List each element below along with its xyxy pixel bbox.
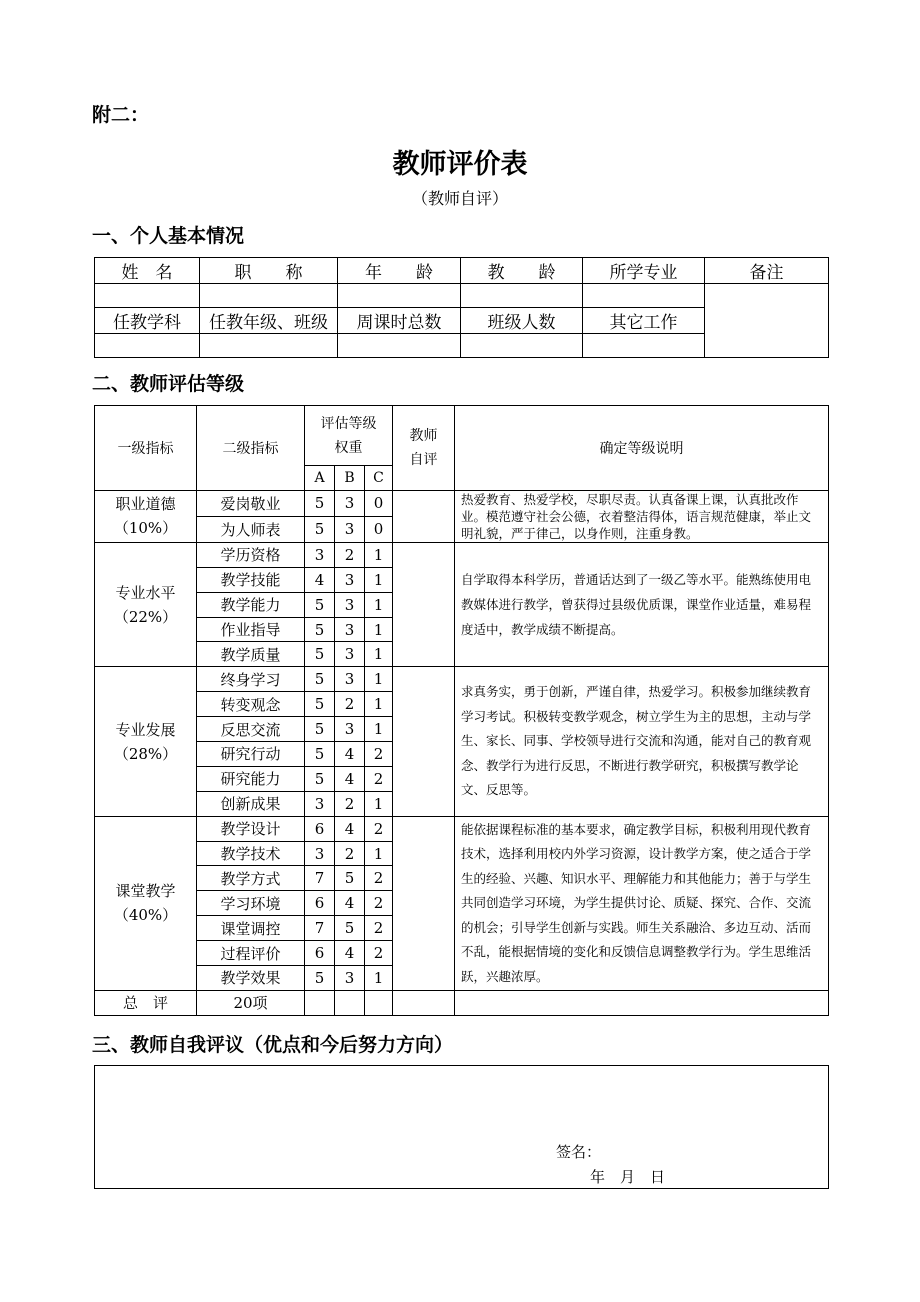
weight-b: 5 xyxy=(335,916,365,941)
item-name: 终身学习 xyxy=(197,667,305,692)
weight-a: 5 xyxy=(305,692,335,717)
weight-b: 3 xyxy=(335,490,365,516)
weight-c: 1 xyxy=(365,592,393,617)
header-teaching-years: 教 龄 xyxy=(461,258,583,284)
group-professional-development xyxy=(95,667,197,816)
weight-a: 5 xyxy=(305,766,335,791)
group-description: 自学取得本科学历，普通话达到了一级乙等水平。能熟练使用电教媒体进行教学，曾获得过县级优质课，课堂作业适量，难易程度适中，教学成绩不断提高。 xyxy=(455,542,829,666)
header-self-line2: 自评 xyxy=(409,451,438,468)
group-description: 热爱教育、热爱学校，尽职尽责。认真备课上课，认真批改作业。模范遵守社会公德，衣着整洁得体，语言规范健康，举止文明礼貌，严于律己，以身作则，注重身教。 xyxy=(455,490,829,542)
header-grade-class: 任教年级、班级 xyxy=(200,308,338,334)
item-name: 教学设计 xyxy=(197,816,305,841)
weight-b: 2 xyxy=(335,542,365,567)
weight-c: 1 xyxy=(365,791,393,816)
weight-a: 5 xyxy=(305,617,335,642)
total-c-field[interactable] xyxy=(365,990,393,1015)
header-class-size: 班级人数 xyxy=(461,308,583,334)
header-grade-b: B xyxy=(335,466,365,491)
group-name: 专业发展 xyxy=(115,720,176,739)
weight-b: 2 xyxy=(335,791,365,816)
header-level2: 二级指标 xyxy=(197,406,305,491)
item-name: 转变观念 xyxy=(197,692,305,717)
weight-a: 5 xyxy=(305,592,335,617)
weight-b: 3 xyxy=(335,717,365,742)
group-description: 能依据课程标准的基本要求，确定教学目标，积极利用现代教育技术，选择利用校内外学习资源，设计教学方案，使之适合于学生的经验、兴趣、知识水平、理解能力和其他能力；善于与学生共同创造学习环境，为学生提供讨论、质疑、探究、合作、交流的机会；引导学生创新与实践。师生关系融洽、多边互动、活而不乱，能根据情境的变化和反馈信息调整教学行为。学生思维活跃，兴趣浓厚。 xyxy=(455,816,829,990)
weight-b: 5 xyxy=(335,866,365,891)
weight-c: 2 xyxy=(365,941,393,966)
signature-label: 签名： xyxy=(556,1143,602,1161)
weekly-hours-field[interactable] xyxy=(338,334,461,358)
weight-b: 4 xyxy=(335,766,365,791)
header-major: 所学专业 xyxy=(583,258,705,284)
weight-b: 4 xyxy=(335,742,365,767)
group-weight-pct: （22%） xyxy=(113,607,178,626)
item-name: 教学质量 xyxy=(197,642,305,667)
weight-a: 6 xyxy=(305,891,335,916)
other-work-field[interactable] xyxy=(583,334,705,358)
group-name: 职业道德 xyxy=(115,495,176,514)
weight-a: 5 xyxy=(305,667,335,692)
weight-b: 3 xyxy=(335,516,365,542)
weight-c: 1 xyxy=(365,841,393,866)
evaluation-table xyxy=(94,405,829,1016)
group-weight-pct: （28%） xyxy=(113,744,178,763)
group-name: 课堂教学 xyxy=(115,882,176,901)
weight-b: 4 xyxy=(335,891,365,916)
header-name: 姓 名 xyxy=(95,258,200,284)
major-field[interactable] xyxy=(583,284,705,308)
weight-b: 4 xyxy=(335,816,365,841)
self-eval-field[interactable] xyxy=(393,667,455,816)
item-name: 教学技能 xyxy=(197,567,305,592)
grade-class-field[interactable] xyxy=(200,334,338,358)
item-name: 研究能力 xyxy=(197,766,305,791)
header-age: 年 龄 xyxy=(338,258,461,284)
weight-c: 2 xyxy=(365,816,393,841)
header-title: 职 称 xyxy=(200,258,338,284)
weight-a: 7 xyxy=(305,866,335,891)
subject-field[interactable] xyxy=(95,334,200,358)
header-weight-line1: 评估等级 xyxy=(320,415,377,432)
weight-a: 5 xyxy=(305,742,335,767)
weight-a: 3 xyxy=(305,542,335,567)
weight-c: 1 xyxy=(365,966,393,991)
item-name: 研究行动 xyxy=(197,742,305,767)
header-weekly-hours: 周课时总数 xyxy=(338,308,461,334)
weight-b: 3 xyxy=(335,667,365,692)
item-name: 为人师表 xyxy=(197,516,305,542)
header-self-eval xyxy=(393,406,455,491)
weight-b: 4 xyxy=(335,941,365,966)
total-b-field[interactable] xyxy=(335,990,365,1015)
weight-a: 4 xyxy=(305,567,335,592)
header-other-work: 其它工作 xyxy=(583,308,705,334)
header-remarks: 备注 xyxy=(705,258,829,284)
weight-c: 1 xyxy=(365,542,393,567)
weight-a: 5 xyxy=(305,490,335,516)
item-name: 学历资格 xyxy=(197,542,305,567)
total-items: 20项 xyxy=(197,990,305,1015)
section1-heading: 一、个人基本情况 xyxy=(92,225,245,247)
name-field[interactable] xyxy=(95,284,200,308)
section2-heading: 二、教师评估等级 xyxy=(92,373,245,395)
weight-b: 3 xyxy=(335,966,365,991)
weight-c: 2 xyxy=(365,891,393,916)
group-classroom-teaching xyxy=(95,816,197,990)
item-name: 作业指导 xyxy=(197,617,305,642)
section3-heading: 三、教师自我评议（优点和今后努力方向） xyxy=(92,1034,454,1056)
header-weight-line2: 权重 xyxy=(334,439,363,456)
weight-a: 5 xyxy=(305,516,335,542)
weight-b: 3 xyxy=(335,617,365,642)
weight-c: 1 xyxy=(365,667,393,692)
weight-c: 1 xyxy=(365,642,393,667)
item-name: 创新成果 xyxy=(197,791,305,816)
class-size-field[interactable] xyxy=(461,334,583,358)
total-description-field[interactable] xyxy=(455,990,829,1015)
self-review-box[interactable] xyxy=(94,1065,829,1189)
header-self-line1: 教师 xyxy=(409,427,438,444)
weight-c: 1 xyxy=(365,717,393,742)
header-subject: 任教学科 xyxy=(95,308,200,334)
header-description: 确定等级说明 xyxy=(455,406,829,491)
weight-c: 1 xyxy=(365,567,393,592)
self-eval-field[interactable] xyxy=(393,816,455,990)
item-name: 课堂调控 xyxy=(197,916,305,941)
group-name: 专业水平 xyxy=(115,583,176,602)
basic-info-table xyxy=(94,257,829,358)
weight-b: 3 xyxy=(335,567,365,592)
group-weight-pct: （10%） xyxy=(113,519,178,538)
total-label: 总 评 xyxy=(95,990,197,1015)
weight-b: 3 xyxy=(335,642,365,667)
weight-c: 2 xyxy=(365,766,393,791)
weight-b: 3 xyxy=(335,592,365,617)
self-eval-field[interactable] xyxy=(393,542,455,666)
weight-a: 6 xyxy=(305,941,335,966)
group-ethics xyxy=(95,490,197,542)
total-self-eval-field[interactable] xyxy=(393,990,455,1015)
weight-a: 7 xyxy=(305,916,335,941)
item-name: 教学技术 xyxy=(197,841,305,866)
weight-c: 2 xyxy=(365,742,393,767)
weight-c: 0 xyxy=(365,490,393,516)
header-grade-c: C xyxy=(365,466,393,491)
item-name: 过程评价 xyxy=(197,941,305,966)
item-name: 反思交流 xyxy=(197,717,305,742)
item-name: 爱岗敬业 xyxy=(197,490,305,516)
attachment-label: 附二： xyxy=(92,104,150,126)
self-eval-field[interactable] xyxy=(393,490,455,542)
item-name: 学习环境 xyxy=(197,891,305,916)
item-name: 教学方式 xyxy=(197,866,305,891)
age-field[interactable] xyxy=(338,284,461,308)
group-professional-level xyxy=(95,542,197,666)
page-subtitle: （教师自评） xyxy=(411,189,508,208)
weight-a: 5 xyxy=(305,966,335,991)
weight-a: 5 xyxy=(305,717,335,742)
weight-a: 6 xyxy=(305,816,335,841)
header-grade-a: A xyxy=(305,466,335,491)
total-a-field[interactable] xyxy=(305,990,335,1015)
weight-b: 2 xyxy=(335,841,365,866)
weight-c: 2 xyxy=(365,866,393,891)
teaching-years-field[interactable] xyxy=(461,284,583,308)
weight-c: 1 xyxy=(365,617,393,642)
item-name: 教学能力 xyxy=(197,592,305,617)
weight-c: 2 xyxy=(365,916,393,941)
title-field[interactable] xyxy=(200,284,338,308)
remarks-field[interactable] xyxy=(705,284,829,358)
weight-b: 2 xyxy=(335,692,365,717)
weight-c: 0 xyxy=(365,516,393,542)
date-label: 年 月 日 xyxy=(590,1168,666,1186)
weight-a: 5 xyxy=(305,642,335,667)
weight-c: 1 xyxy=(365,692,393,717)
weight-a: 3 xyxy=(305,791,335,816)
group-description: 求真务实，勇于创新，严谨自律，热爱学习。积极参加继续教育学习考试。积极转变教学观念，树立学生为主的思想，主动与学生、家长、同事、学校领导进行交流和沟通，能对自己的教育观念、教学行为进行反思，不断进行教学研究，积极撰写教学论文、反思等。 xyxy=(455,667,829,816)
item-name: 教学效果 xyxy=(197,966,305,991)
header-weight xyxy=(305,406,393,466)
header-level1: 一级指标 xyxy=(95,406,197,491)
weight-a: 3 xyxy=(305,841,335,866)
group-weight-pct: （40%） xyxy=(113,906,178,925)
page-title: 教师评价表 xyxy=(392,149,528,180)
